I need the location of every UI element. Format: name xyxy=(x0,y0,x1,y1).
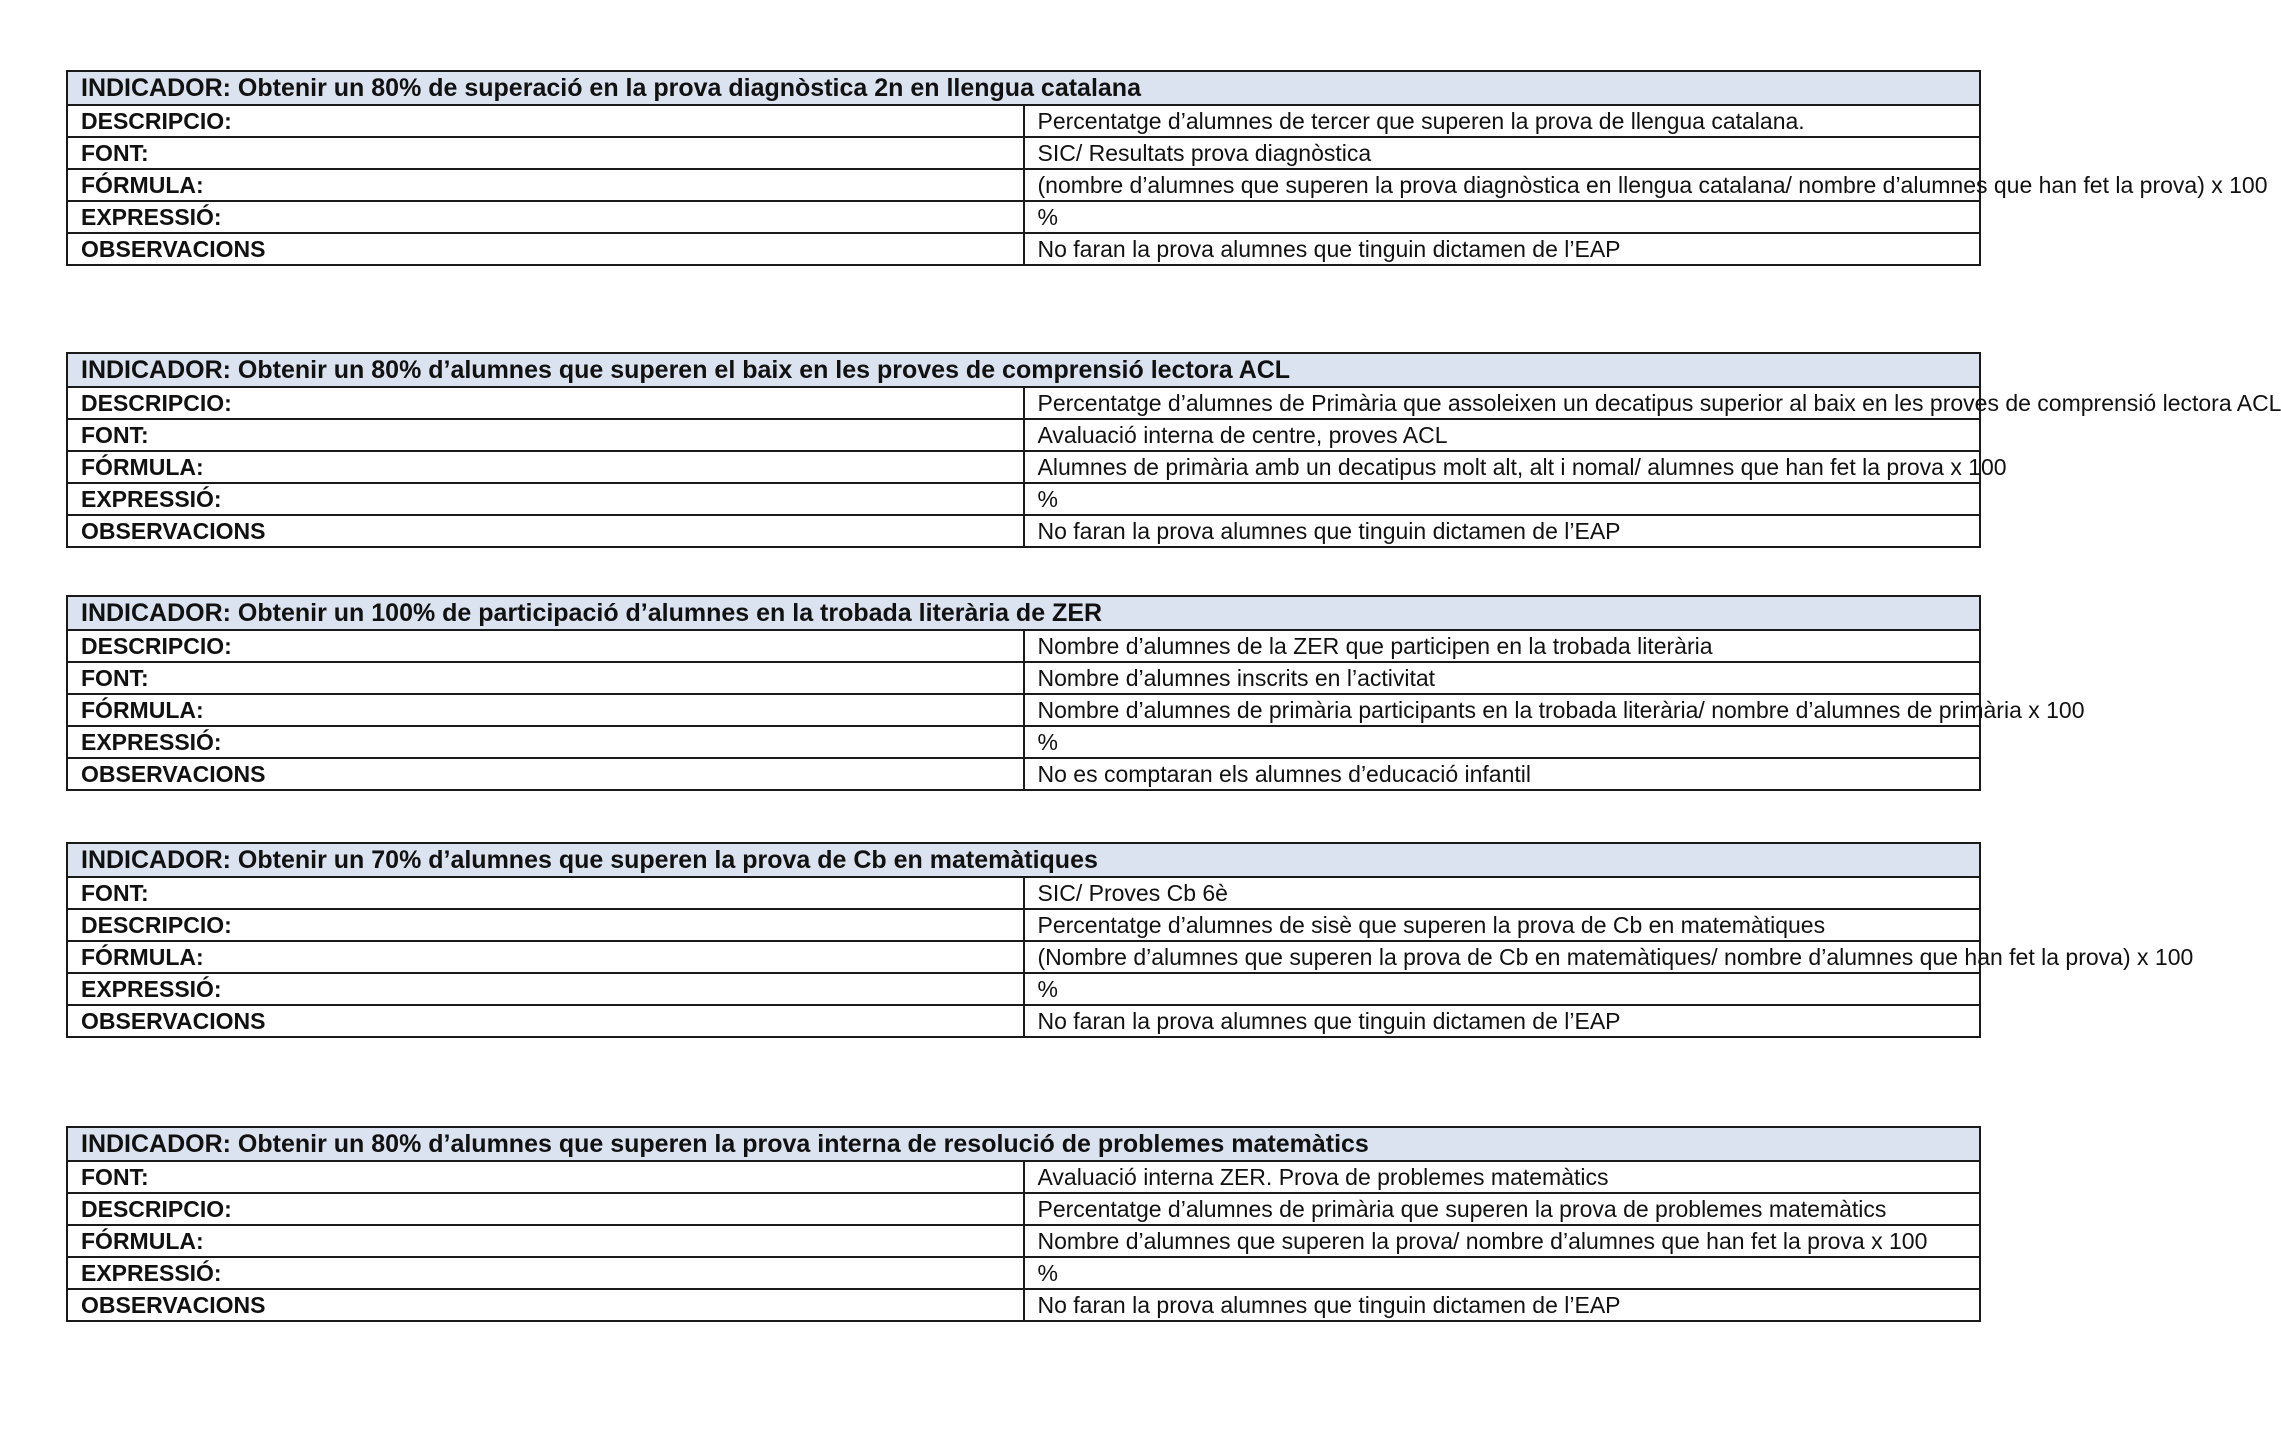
row-value: % xyxy=(1024,973,1981,1005)
row-label: EXPRESSIÓ: xyxy=(67,726,1024,758)
row-label: DESCRIPCIO: xyxy=(67,909,1024,941)
row-value: SIC/ Resultats prova diagnòstica xyxy=(1024,137,1981,169)
indicator-header-row xyxy=(67,353,1980,387)
row-label: DESCRIPCIO: xyxy=(67,1193,1024,1225)
table-row xyxy=(67,758,1980,790)
row-value: Alumnes de primària amb un decatipus molt alt, alt i nomal/ alumnes que han fet la prova x 100 xyxy=(1024,451,1981,483)
indicator-title: INDICADOR: Obtenir un 70% d’alumnes que superen la prova de Cb en matemàtiques xyxy=(67,843,1980,877)
row-label: FÓRMULA: xyxy=(67,1225,1024,1257)
row-value: % xyxy=(1024,1257,1981,1289)
row-label: DESCRIPCIO: xyxy=(67,105,1024,137)
table-row xyxy=(67,419,1980,451)
row-label: EXPRESSIÓ: xyxy=(67,483,1024,515)
indicator-table xyxy=(66,595,2085,791)
row-value: (Nombre d’alumnes que superen la prova de Cb en matemàtiques/ nombre d’alumnes que han fet la prova) x 100 xyxy=(1024,941,1981,973)
row-value: (nombre d’alumnes que superen la prova diagnòstica en llengua catalana/ nombre d’alumnes que han fet la prova) x 100 xyxy=(1024,169,1981,201)
row-value: Avaluació interna ZER. Prova de problemes matemàtics xyxy=(1024,1161,1981,1193)
table-row xyxy=(67,1257,1980,1289)
row-label: OBSERVACIONS xyxy=(67,233,1024,265)
row-label: DESCRIPCIO: xyxy=(67,630,1024,662)
table-row xyxy=(67,483,1980,515)
row-value: Percentatge d’alumnes de Primària que assoleixen un decatipus superior al baix en les proves de comprensió lectora ACL xyxy=(1024,387,1981,419)
table-row xyxy=(67,515,1980,547)
row-value: No faran la prova alumnes que tinguin dictamen de l’EAP xyxy=(1024,515,1981,547)
table-row xyxy=(67,877,1980,909)
row-label: OBSERVACIONS xyxy=(67,1289,1024,1321)
table-row xyxy=(67,169,1980,201)
table-row xyxy=(67,941,1980,973)
table-row xyxy=(67,973,1980,1005)
table-row xyxy=(67,630,1980,662)
row-value: No faran la prova alumnes que tinguin dictamen de l’EAP xyxy=(1024,1005,1981,1037)
row-label: FÓRMULA: xyxy=(67,169,1024,201)
row-label: EXPRESSIÓ: xyxy=(67,1257,1024,1289)
table-row xyxy=(67,909,1980,941)
indicator-title: INDICADOR: Obtenir un 80% d’alumnes que superen el baix en les proves de comprensió lectora ACL xyxy=(67,353,1980,387)
table-row xyxy=(67,1289,1980,1321)
table-row xyxy=(67,1225,1980,1257)
row-label: OBSERVACIONS xyxy=(67,1005,1024,1037)
table-row xyxy=(67,662,1980,694)
row-label: FONT: xyxy=(67,1161,1024,1193)
indicator-title: INDICADOR: Obtenir un 80% de superació en la prova diagnòstica 2n en llengua catalana xyxy=(67,71,1980,105)
row-label: OBSERVACIONS xyxy=(67,515,1024,547)
row-label: FONT: xyxy=(67,877,1024,909)
row-value: Percentatge d’alumnes de tercer que superen la prova de llengua catalana. xyxy=(1024,105,1981,137)
row-label: DESCRIPCIO: xyxy=(67,387,1024,419)
row-label: EXPRESSIÓ: xyxy=(67,973,1024,1005)
table-row xyxy=(67,105,1980,137)
indicator-header-row xyxy=(67,1127,1980,1161)
indicator-header-row xyxy=(67,71,1980,105)
row-value: No es comptaran els alumnes d’educació infantil xyxy=(1024,758,1981,790)
row-value: Nombre d’alumnes de la ZER que participen en la trobada literària xyxy=(1024,630,1981,662)
row-label: OBSERVACIONS xyxy=(67,758,1024,790)
row-label: FONT: xyxy=(67,137,1024,169)
table-row xyxy=(67,387,1980,419)
row-value: Nombre d’alumnes de primària participants en la trobada literària/ nombre d’alumnes de primària x 100 xyxy=(1024,694,1981,726)
table-row xyxy=(67,694,1980,726)
table-row xyxy=(67,233,1980,265)
indicator-header-row xyxy=(67,596,1980,630)
table-row xyxy=(67,137,1980,169)
row-label: FÓRMULA: xyxy=(67,694,1024,726)
row-label: FÓRMULA: xyxy=(67,451,1024,483)
indicator-table xyxy=(66,842,2194,1038)
indicator-table xyxy=(66,70,2268,266)
row-value: % xyxy=(1024,483,1981,515)
row-value: No faran la prova alumnes que tinguin dictamen de l’EAP xyxy=(1024,1289,1981,1321)
row-value: SIC/ Proves Cb 6è xyxy=(1024,877,1981,909)
table-row xyxy=(67,1161,1980,1193)
row-value: Avaluació interna de centre, proves ACL xyxy=(1024,419,1981,451)
row-value: Percentatge d’alumnes de primària que superen la prova de problemes matemàtics xyxy=(1024,1193,1981,1225)
table-row xyxy=(67,726,1980,758)
row-value: % xyxy=(1024,201,1981,233)
table-row xyxy=(67,201,1980,233)
indicator-table xyxy=(66,1126,1981,1322)
row-label: FONT: xyxy=(67,419,1024,451)
row-label: FONT: xyxy=(67,662,1024,694)
row-value: Percentatge d’alumnes de sisè que superen la prova de Cb en matemàtiques xyxy=(1024,909,1981,941)
indicator-header-row xyxy=(67,843,1980,877)
indicator-title: INDICADOR: Obtenir un 80% d’alumnes que superen la prova interna de resolució de problemes matemàtics xyxy=(67,1127,1980,1161)
table-row xyxy=(67,1193,1980,1225)
table-row xyxy=(67,451,1980,483)
row-value: Nombre d’alumnes inscrits en l’activitat xyxy=(1024,662,1981,694)
row-label: EXPRESSIÓ: xyxy=(67,201,1024,233)
table-row xyxy=(67,1005,1980,1037)
row-value: No faran la prova alumnes que tinguin dictamen de l’EAP xyxy=(1024,233,1981,265)
indicator-table xyxy=(66,352,2281,548)
row-label: FÓRMULA: xyxy=(67,941,1024,973)
indicator-title: INDICADOR: Obtenir un 100% de participació d’alumnes en la trobada literària de ZER xyxy=(67,596,1980,630)
row-value: % xyxy=(1024,726,1981,758)
row-value: Nombre d’alumnes que superen la prova/ nombre d’alumnes que han fet la prova x 100 xyxy=(1024,1225,1981,1257)
